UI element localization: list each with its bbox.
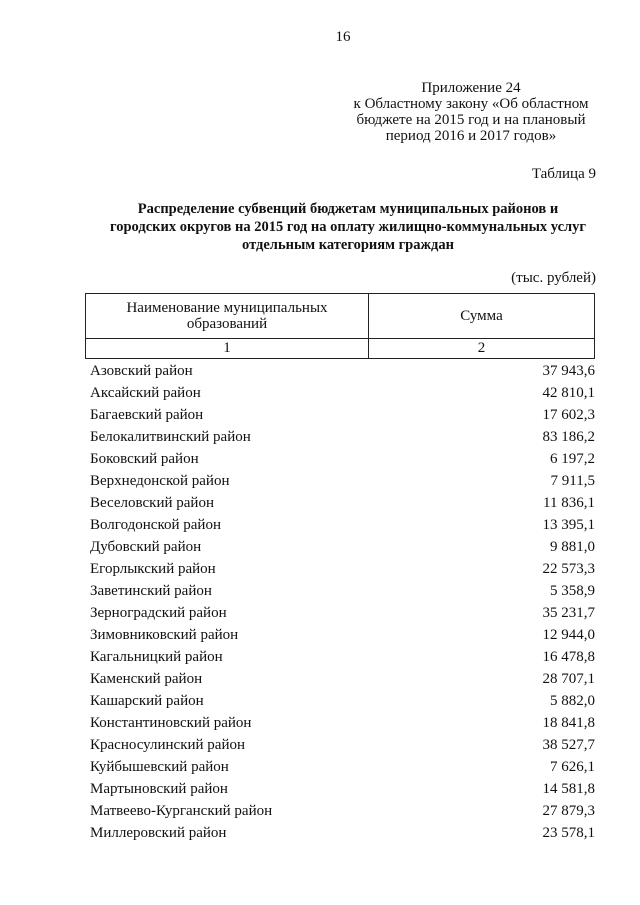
annex-title: Приложение 24 — [421, 80, 521, 96]
table-row — [90, 602, 595, 624]
table-row — [90, 822, 595, 844]
district-sum: 23 578,1 — [542, 825, 595, 841]
annex-reference-line-3: период 2016 и 2017 годов» — [385, 128, 557, 144]
district-name: Веселовский район — [90, 495, 214, 511]
district-name: Белокалитвинский район — [90, 429, 251, 445]
district-sum: 38 527,7 — [542, 737, 595, 753]
district-name: Дубовский район — [90, 539, 202, 555]
annex-reference-line-2: бюджете на 2015 год и на плановый — [356, 112, 586, 128]
district-sum: 16 478,8 — [542, 649, 595, 665]
district-name: Азовский район — [90, 363, 193, 379]
district-sum: 14 581,8 — [542, 781, 595, 797]
document-title-line-2: городских округов на 2015 год на оплату жилищно-коммунальных услуг — [109, 219, 586, 235]
district-name: Матвеево-Курганский район — [90, 803, 273, 819]
district-name: Боковский район — [90, 451, 199, 467]
header-sum: Сумма — [369, 294, 595, 339]
district-sum: 5 358,9 — [550, 583, 595, 599]
table-row — [90, 426, 595, 448]
table-row — [90, 360, 595, 382]
table-row — [90, 778, 595, 800]
document-title-line-3: отдельным категориям граждан — [242, 237, 454, 253]
table-row — [90, 734, 595, 756]
document-title-line-1: Распределение субвенций бюджетам муниципальных районов и — [137, 201, 559, 217]
district-name: Волгодонской район — [90, 517, 221, 533]
district-sum: 12 944,0 — [542, 627, 595, 643]
district-name: Аксайский район — [90, 385, 201, 401]
table-row — [90, 712, 595, 734]
units-label: (тыс. рублей) — [511, 270, 596, 286]
table-row — [90, 690, 595, 712]
table-row — [90, 536, 595, 558]
table-row — [90, 448, 595, 470]
district-sum: 28 707,1 — [542, 671, 595, 687]
district-name: Багаевский район — [90, 407, 204, 423]
district-name: Куйбышевский район — [90, 759, 229, 775]
district-sum: 7 911,5 — [550, 473, 595, 489]
district-sum: 11 836,1 — [543, 495, 595, 511]
table-header — [85, 293, 595, 359]
district-sum: 18 841,8 — [542, 715, 595, 731]
table-row — [90, 800, 595, 822]
district-name: Миллеровский район — [90, 825, 227, 841]
district-sum: 17 602,3 — [542, 407, 595, 423]
district-name: Верхнедонской район — [90, 473, 230, 489]
table-row — [90, 646, 595, 668]
district-name: Зерноградский район — [90, 605, 227, 621]
district-sum: 37 943,6 — [542, 363, 595, 379]
district-sum: 35 231,7 — [542, 605, 595, 621]
table-label: Таблица 9 — [531, 166, 596, 182]
district-sum: 5 882,0 — [550, 693, 595, 709]
district-sum: 42 810,1 — [542, 385, 595, 401]
district-name: Зимовниковский район — [90, 627, 239, 643]
district-name: Кагальницкий район — [90, 649, 223, 665]
annex-reference-line-1: к Областному закону «Об областном — [353, 96, 589, 112]
district-name: Кашарский район — [90, 693, 204, 709]
district-sum: 27 879,3 — [542, 803, 595, 819]
district-sum: 83 186,2 — [542, 429, 595, 445]
district-name: Мартыновский район — [90, 781, 228, 797]
district-sum: 13 395,1 — [542, 517, 595, 533]
table-row — [90, 624, 595, 646]
table-row — [90, 756, 595, 778]
table-row — [90, 470, 595, 492]
table-row — [90, 558, 595, 580]
table-row — [90, 668, 595, 690]
district-name: Егорлыкский район — [90, 561, 216, 577]
table-row — [90, 382, 595, 404]
page-number: 16 — [335, 29, 351, 45]
district-name: Красносулинский район — [90, 737, 246, 753]
table-row — [90, 404, 595, 426]
district-sum: 6 197,2 — [550, 451, 595, 467]
district-name: Константиновский район — [90, 715, 252, 731]
district-sum: 9 881,0 — [550, 539, 595, 555]
table-row — [90, 514, 595, 536]
column-number-sum: 2 — [369, 338, 595, 358]
header-name: Наименование муниципальных образований — [86, 294, 369, 339]
column-number-name: 1 — [86, 338, 369, 358]
district-sum: 22 573,3 — [542, 561, 595, 577]
table-row — [90, 492, 595, 514]
district-name: Заветинский район — [90, 583, 212, 599]
table-body — [90, 360, 595, 844]
district-sum: 7 626,1 — [550, 759, 595, 775]
district-name: Каменский район — [90, 671, 203, 687]
table-row — [90, 580, 595, 602]
